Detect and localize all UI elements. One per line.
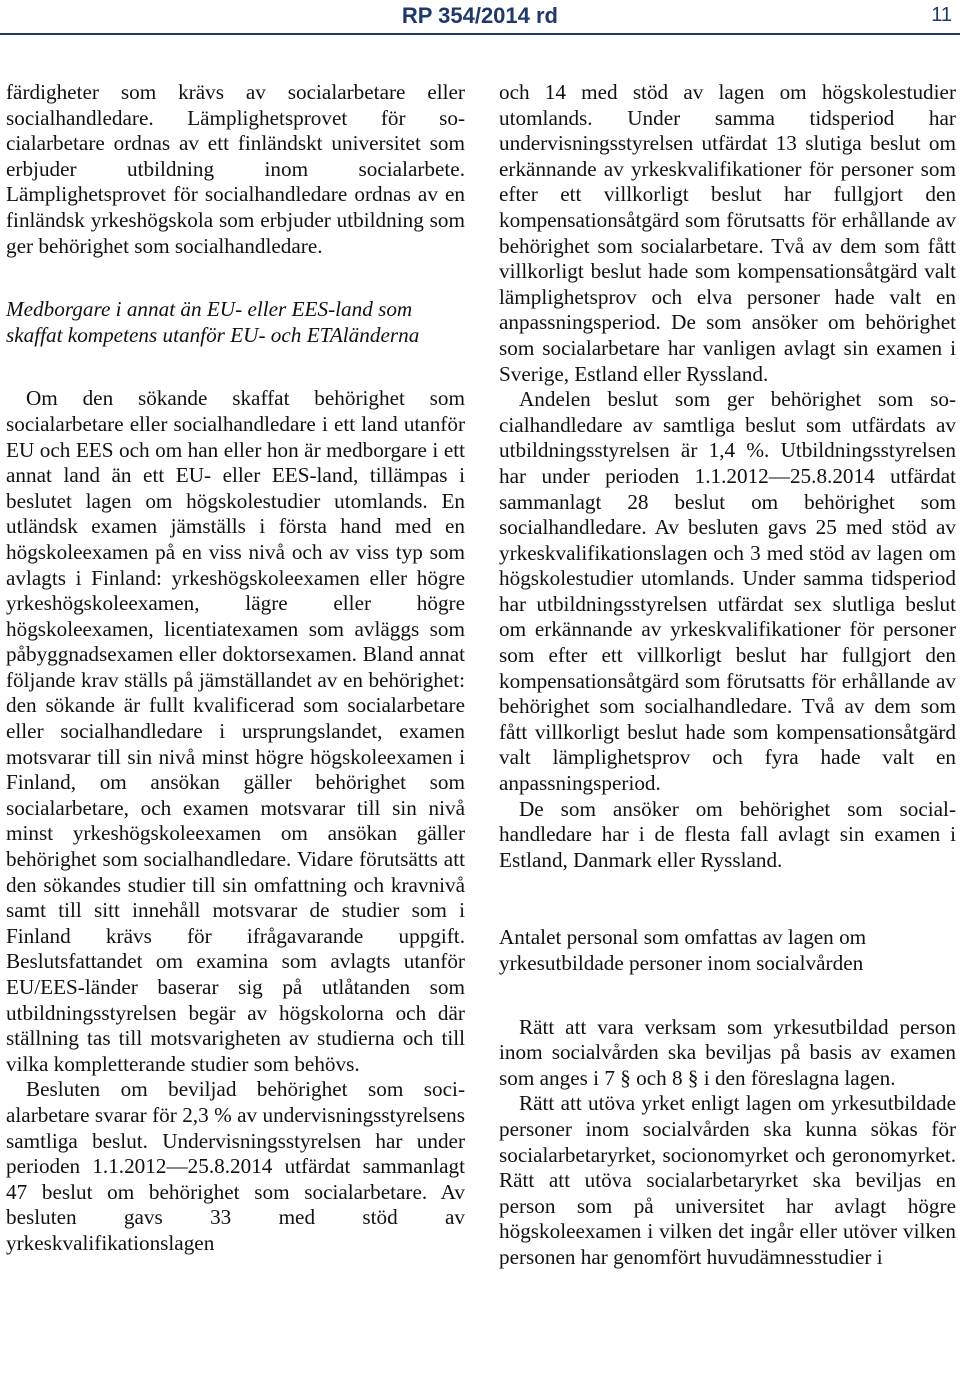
- page-number: 11: [931, 4, 952, 26]
- paragraph-right-3: De som ansöker om behörighet som socialhandledare har i de flesta fall avlagt sin examen i Estland, Danmark eller Ryssland.: [499, 796, 956, 872]
- paragraph-left-3: Besluten om beviljad behörighet som socialarbetare svarar för 2,3 % av undervisningsstyrelsens samtliga beslut. Undervisningsstyrelsen har under perioden 1.1.2012—25.8.2014 utfärdat sammanlagt 47 beslut om behörighet som socialarbetare. Av besluten gavs 33 med stöd av yrkeskvalifikationslagen: [6, 1077, 465, 1255]
- left-column: [6, 80, 465, 1257]
- right-column: [499, 80, 956, 1271]
- paragraph-right-4: Rätt att vara verksam som yrkesutbildad person inom socialvården ska beviljas på basis av examen som anges i 7 § och 8 § i den föreslagna lagen.: [499, 1014, 956, 1090]
- page-header: [0, 0, 960, 33]
- paragraph-left-1: färdigheter som krävs av socialarbetare eller socialhandledare. Lämplighetsprovet för socialarbetare ordnas av ett finländskt universitet som erbjuder utbildning inom socialarbete. Lämplighetsprovet för socialhandledare ordnas av en finländsk yrkeshögskola som erbjuder utbildning som ger behörighet som socialhandledare.: [6, 80, 465, 258]
- paragraph-right-1: och 14 med stöd av lagen om högskolestudier utomlands. Under samma tidsperiod har undervisningsstyrelsen utfärdat 13 slutiga beslut om erkännande av yrkeskvalifikationer för personer som efter ett villkorligt beslut har fullgjort den kompensationsåtgärd som förutsatts för erhållande av behörighet som socialarbetare. Två av dem som fått villkorligt beslut hade som kompensationsåtgärd valt lämplighetsprov och elva personer hade valt en anpassningsperiod. De som ansöker om behörighet som socialarbetare har vanligen avlagt sin examen i Sverige, Estland eller Ryssland.: [499, 80, 956, 386]
- section-heading: Antalet personal som omfattas av lagen om yrkesutbildade personer inom socialvården: [499, 925, 867, 975]
- paragraph-right-2: Andelen beslut som ger behörighet som socialhandledare av samtliga beslut som utfärdats av utbildningsstyrelsen är 1,4 %. Utbildningsstyrelsen har under perioden 1.1.2012—25.8.2014 utfärdat sammanlagt 28 beslut om behörighet som socialhandledare. Av besluten gavs 25 med stöd av yrkeskvalifikationslagen och 3 med stöd av lagen om högskolestudier utomlands. Under samma tidsperiod har utbildningsstyrelsen utfärdat sex slutliga beslut om erkännande av yrkeskvalifikationer för personer som efter ett villkorligt beslut har fullgjort den kompensationsåtgärd som förutsatts för erhållande av behörighet som socialhandledare. Två av dem som fått villkorligt beslut hade som kompensationsåtgärd valt lämplighetsprov och fyra hade valt en anpassningsperiod.: [499, 387, 956, 796]
- document-id: RP 354/2014 rd: [401, 3, 558, 28]
- paragraph-left-2: Om den sökande skaffat behörighet som socialarbetare eller socialhandledare i ett land utanför EU och EES och om han eller hon är medborgare i ett annat land än ett EU- eller EES-land, tillämpas i beslutet lagen om högskolestudier utomlands. En utländsk examen jämställs i första hand med en högskoleexamen på en viss nivå och av viss typ som avlagts i Finland: yrkeshögskoleexamen eller högre yrkeshögskoleexamen, lägre eller högre högskoleexamen, licentiatexamen som avläggs som påbyggnadsexamen eller doktorsexamen. Bland annat följande krav ställs på jämställandet av en behörighet: den sökande är fullt kvalificerad som socialarbetare eller socialhandledare i ursprungslandet, examen motsvarar till sin nivå minst högre högskoleexamen i Finland, om ansökan gäller behörighet som socialarbetare, och examen motsvarar till sin nivå minst yrkeshögskoleexamen om ansökan gäller behörighet som socialhandledare. Vidare förutsätts att den sökandes studier till sin omfattning och kravnivå samt till sitt innehåll motsvarar de studier som i Finland krävs för ifrågavarande uppgift. Beslutsfattandet om examina som avlagts utanför EU/EES-länder baserar sig på utlåtanden som utbildningsstyrelsen begär av högskolorna och där ställning tas till motsvarigheten av studierna och till vilka kompletterande studier som behövs.: [6, 386, 465, 1076]
- section-subheading: Medborgare i annat än EU- eller EES-land som skaffat kompetens utanför EU- och ETAländerna: [6, 297, 420, 347]
- header-divider: [0, 33, 960, 35]
- paragraph-right-5: Rätt att utöva yrket enligt lagen om yrkesutbildade personer inom socialvården ska kunna sökas för socialarbetaryrket, socionomyrket och geronomyrket. Rätt att utöva socialarbetaryrket ska beviljas en person som på universitet har avlagt högre högskoleexamen i vilken det ingår eller utöver vilken personen har genomfört huvudämnesstudier i: [499, 1091, 956, 1269]
